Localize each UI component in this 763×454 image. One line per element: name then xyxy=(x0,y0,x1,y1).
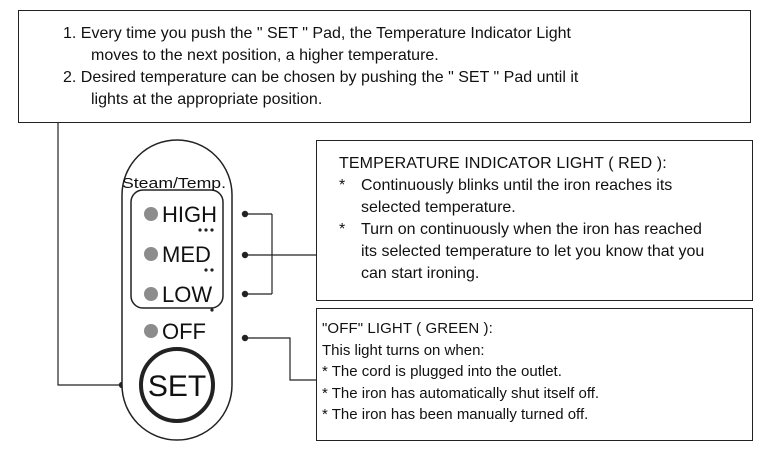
high-dot xyxy=(242,211,248,217)
off-light-title: "OFF" LIGHT ( GREEN ): xyxy=(322,320,493,337)
bullet-star: * xyxy=(339,221,346,238)
off-light-intro: This light turns on when: xyxy=(322,341,485,359)
temperature-bullet-2 xyxy=(339,219,752,285)
low-indicator-light xyxy=(144,287,158,301)
off-dot xyxy=(242,335,248,341)
off-connector-line xyxy=(245,338,316,380)
high-indicator-light xyxy=(144,207,158,221)
off-light-item-3: * The iron has been manually turned off. xyxy=(322,406,589,423)
temperature-light-box xyxy=(316,140,753,301)
med-indicator-light xyxy=(144,247,158,261)
bullet-star: * xyxy=(339,177,346,194)
temperature-bullet-1 xyxy=(339,175,752,219)
temperature-bullet-1-line-1: Continuously blinks until the iron reaches its xyxy=(361,177,673,194)
high-label: HIGH xyxy=(162,202,217,227)
temperature-bullet-1-line-2: selected temperature. xyxy=(361,199,516,216)
temperature-light-title: TEMPERATURE INDICATOR LIGHT ( RED ): xyxy=(339,155,667,172)
temperature-bullet-2-line-1: Turn on continuously when the iron has reached xyxy=(361,221,702,238)
med-dot xyxy=(242,252,248,258)
set-connector-line xyxy=(58,123,122,385)
instruction-2-line-2: lights at the appropriate position. xyxy=(91,91,323,108)
temperature-bullet-2-line-3: can start ironing. xyxy=(361,265,480,282)
off-light-item-1: * The cord is plugged into the outlet. xyxy=(322,363,562,380)
panel-header-label: Steam/Temp. xyxy=(122,175,226,192)
low-dot xyxy=(242,291,248,297)
off-light-item-2: * The iron has automatically shut itself off. xyxy=(322,384,600,402)
off-light-box xyxy=(316,308,753,441)
off-label: OFF xyxy=(162,319,206,344)
instructions-box xyxy=(18,10,751,123)
med-label: MED xyxy=(162,242,211,267)
set-button[interactable] xyxy=(141,349,213,421)
instruction-1-line-2: moves to the next position, a higher temperature. xyxy=(91,47,439,64)
set-button-label[interactable]: SET xyxy=(147,370,207,403)
off-indicator-light xyxy=(144,324,158,338)
low-label: LOW xyxy=(162,282,213,307)
temperature-bullet-2-line-2: its selected temperature to let you know that you xyxy=(361,243,705,260)
instruction-1-line-1: 1. Every time you push the " SET " Pad, the Temperature Indicator Light xyxy=(63,25,571,42)
instruction-2-line-1: 2. Desired temperature can be chosen by pushing the " SET " Pad until it xyxy=(63,69,579,86)
